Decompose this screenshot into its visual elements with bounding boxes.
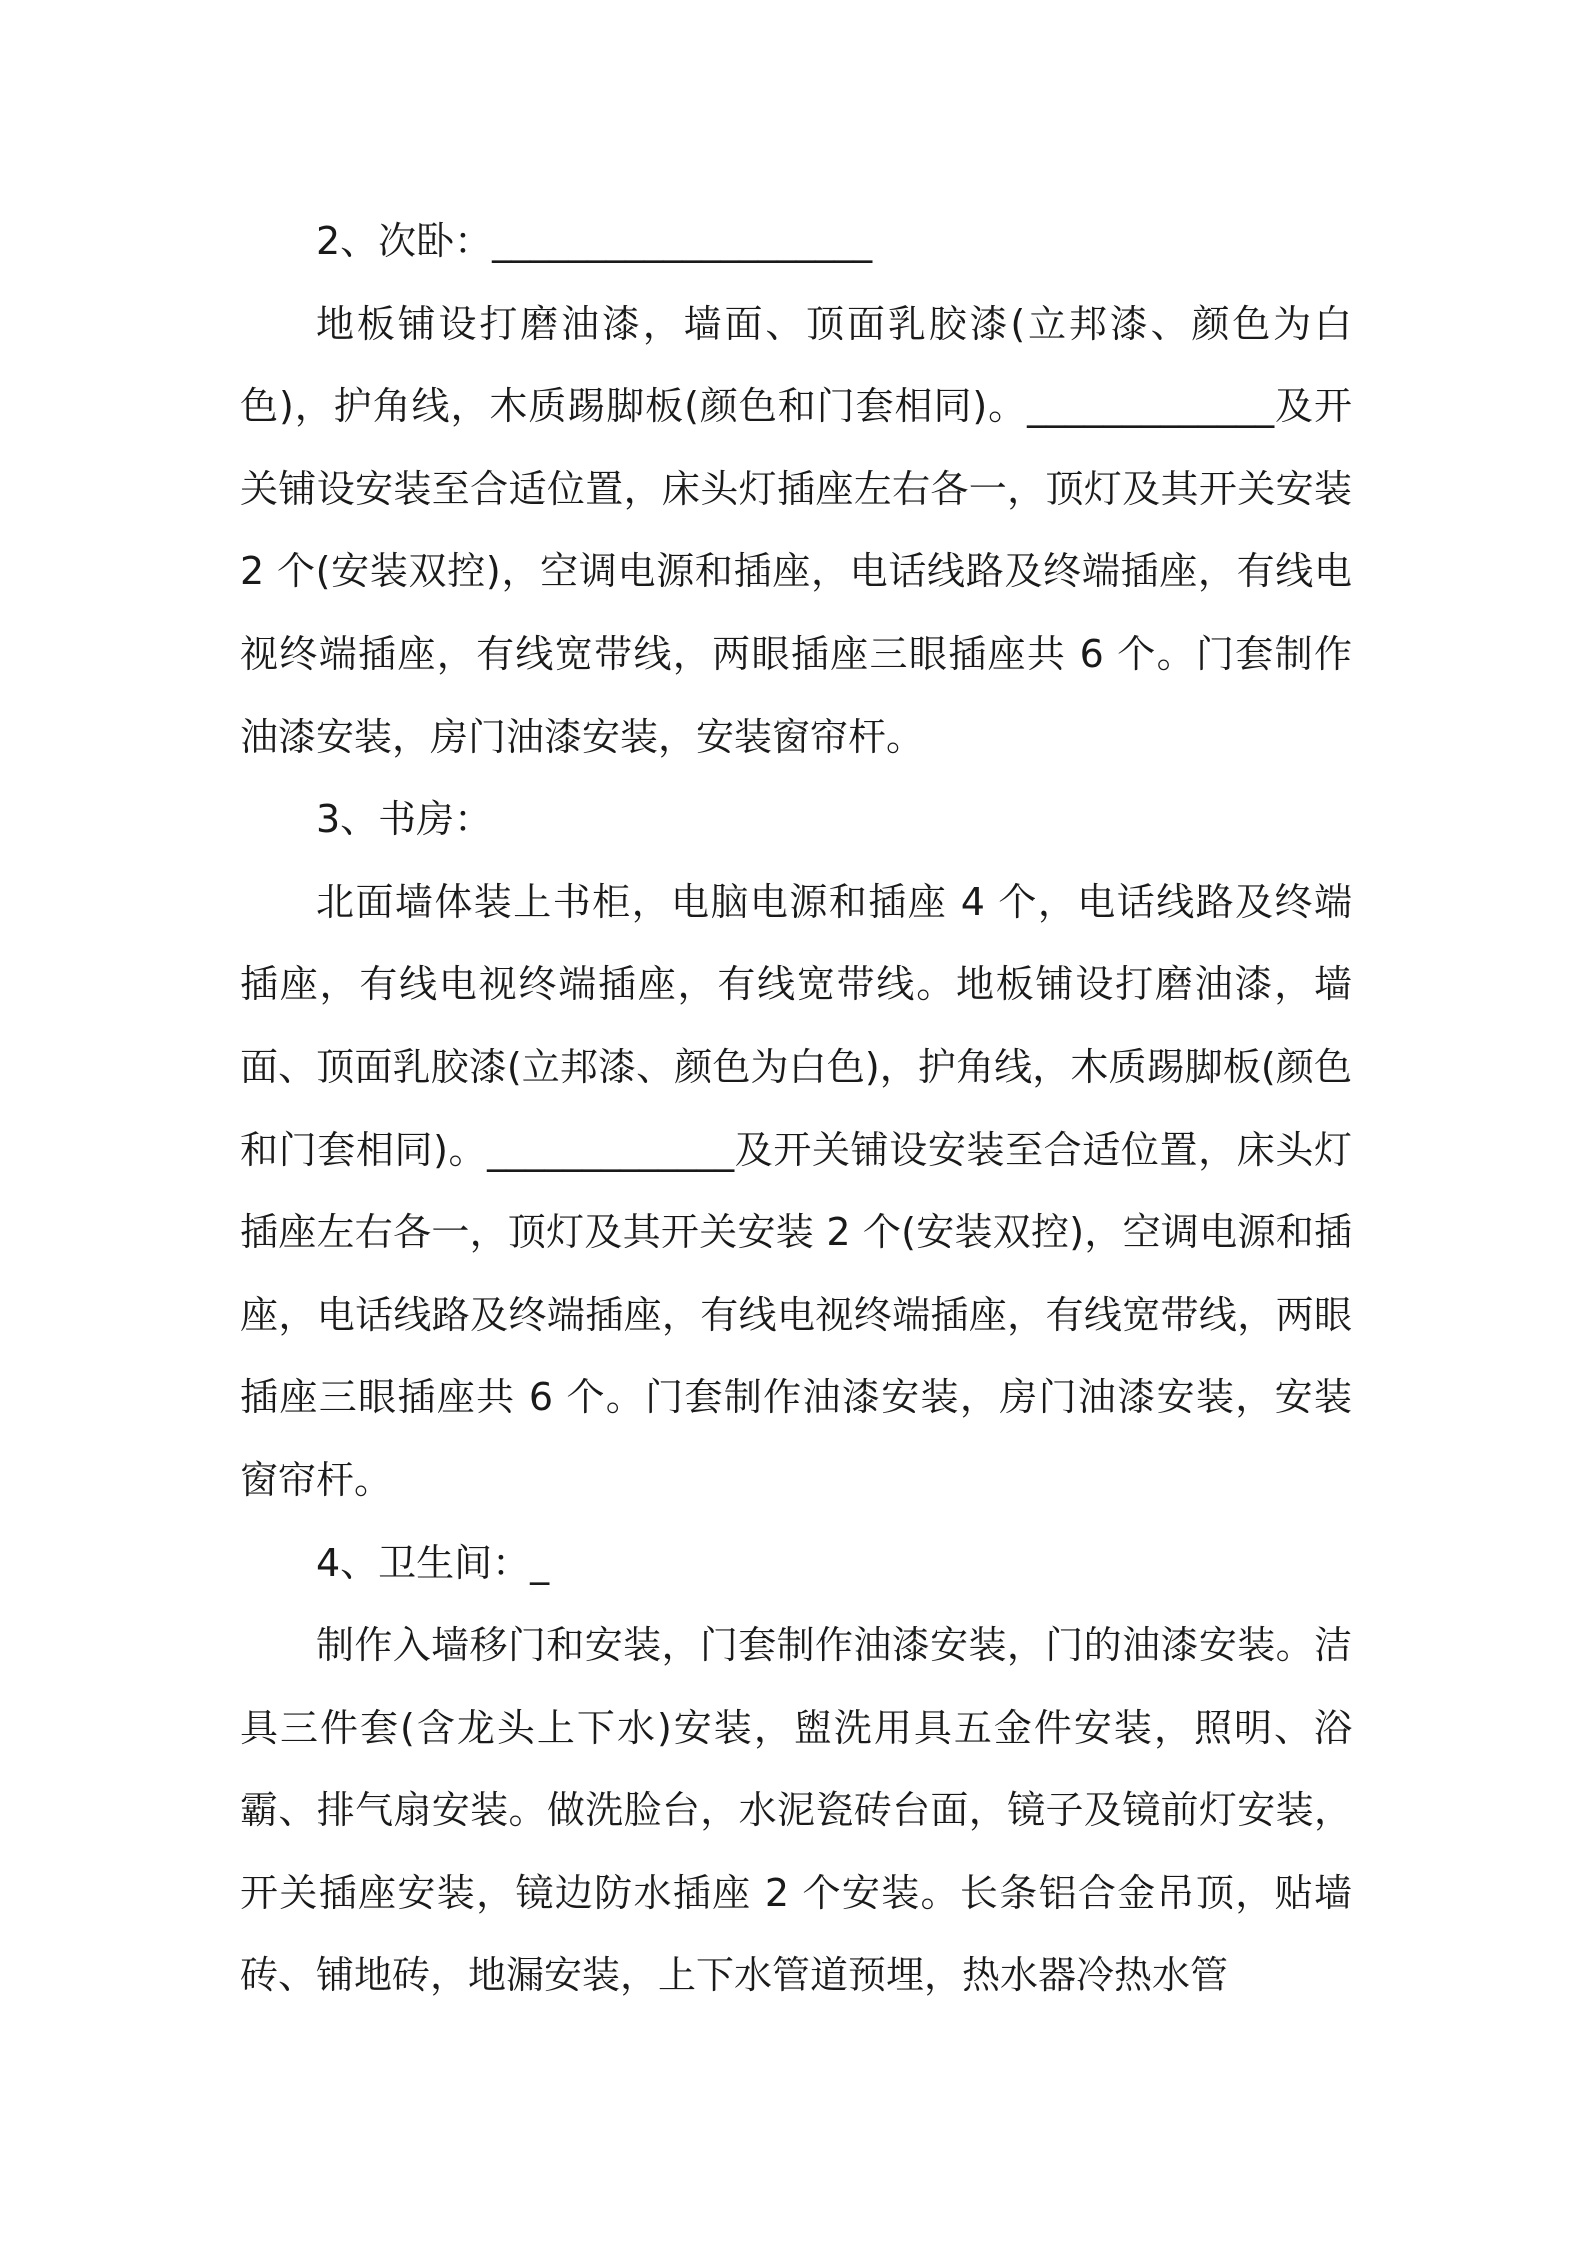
section-heading-bathroom: 4、卫生间：_ bbox=[316, 1540, 550, 1585]
section-heading-study: 3、书房： bbox=[316, 797, 493, 842]
section-body-second-bedroom: 地板铺设打磨油漆，墙面、顶面乳胶漆(立邦漆、颜色为白色)，护角线，木质踢脚板(颜色和门套相同)。_____________及开关铺设安装至合适位置，床头灯插座左右各一，顶灯及其开关安装 2 个(安装双控)，空调电源和插座，电话线路及终端插座，有线电视终端插座，有线宽带线，两眼插座三眼插座共 6 个。门套制作油漆安装，房门油漆安装，安装窗帘杆。 bbox=[240, 301, 1352, 759]
section-heading-second-bedroom: 2、次卧：____________________ bbox=[316, 219, 873, 263]
section-body-study: 北面墙体装上书柜，电脑电源和插座 4 个，电话线路及终端插座，有线电视终端插座，有线宽带线。地板铺设打磨油漆，墙面、顶面乳胶漆(立邦漆、颜色为白色)，护角线，木质踢脚板(颜色和门套相同)。_____________及开关铺设安装至合适位置，床头灯插座左右各一，顶灯及其开关安装 2 个(安装双控)，空调电源和插座，电话线路及终端插座，有线电视终端插座，有线宽带线，两眼插座三眼插座共 6 个。门套制作油漆安装，房门油漆安装，安装窗帘杆。 bbox=[240, 879, 1352, 1502]
document-body bbox=[240, 200, 1352, 2017]
section-body-bathroom: 制作入墙移门和安装，门套制作油漆安装，门的油漆安装。洁具三件套(含龙头上下水)安装，盥洗用具五金件安装，照明、浴霸、排气扇安装。做洗脸台，水泥瓷砖台面，镜子及镜前灯安装，开关插座安装，镜边防水插座 2 个安装。长条铝合金吊顶，贴墙砖、铺地砖，地漏安装，上下水管道预埋，热水器冷热水管 bbox=[240, 1623, 1352, 1998]
